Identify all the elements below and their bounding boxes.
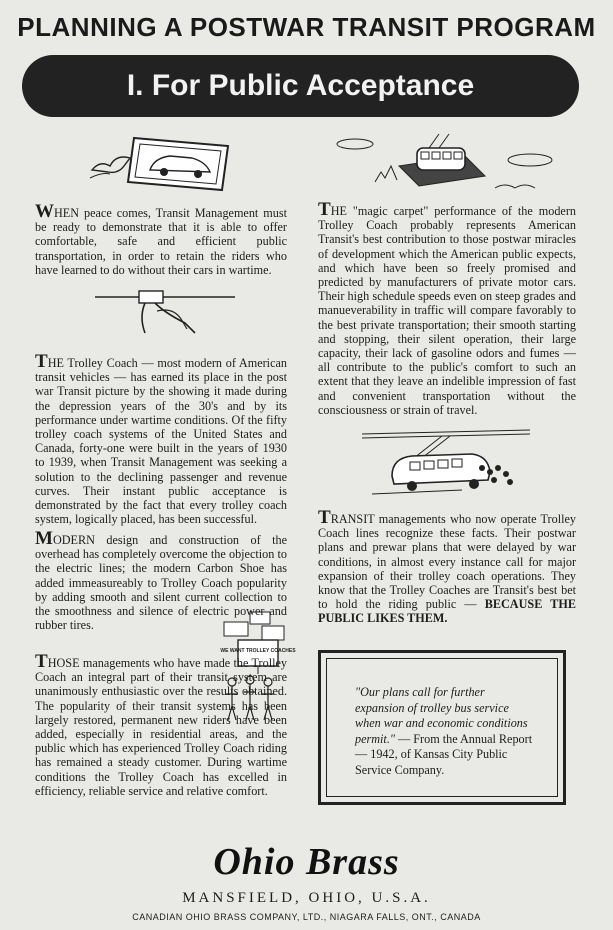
dropcap: T bbox=[35, 651, 48, 672]
quote-inner bbox=[326, 658, 558, 797]
right-column-2 bbox=[318, 507, 576, 626]
dropcap: T bbox=[35, 351, 48, 372]
quote-box bbox=[318, 650, 566, 805]
headline: PLANNING A POSTWAR TRANSIT PROGRAM bbox=[17, 12, 596, 42]
paragraph-text: ODERN design and construction of the overhead has completely overcome the objection to the electric lines; the modern Carbon Shoe has added immeasureably to Trolley Coach popularity by adding smooth and silent current collection to the smoothness and silence of electric power and rubber tires. bbox=[35, 533, 287, 633]
paragraph-text: HE "magic carpet" performance of the modern Trolley Coach probably represents American Transit's best contribution to those postwar miracles of development which the American public expects, and which have been so freely promised and predicted by manufacturers of private motor cars. Their high schedule speeds even on steep grades and manueverability in traffic will compare favorably to the best private transportation; their smooth starting and stopping, their silent operation, their large capacity, their lack of gasoline odors and fumes — all contribute to the public's comfort to such an extent that they leave an indelible impression of fast and convenient transportation without the consciousness or strain of travel. bbox=[318, 204, 576, 417]
right-column bbox=[318, 199, 576, 417]
paragraph-modern-design bbox=[35, 528, 287, 633]
paragraph-magic-carpet bbox=[318, 199, 576, 417]
left-column-3 bbox=[35, 528, 287, 633]
paragraph-text: RANSIT managements who now operate Trolley Coach lines recognize these facts. Their postwar plans and prewar plans that were delayed by war conditions, in almost every instance call for major expansion of their trolley coach operations. They know that the Trolley Coaches are Transit's best bet to hold the riding public — bbox=[318, 512, 576, 612]
paragraph-managements bbox=[35, 651, 287, 798]
paragraph-peace bbox=[35, 201, 287, 277]
dropcap: M bbox=[35, 528, 53, 549]
section-banner: I. For Public Acceptance bbox=[22, 55, 579, 117]
sign-text: WE WANT TROLLEY COACHES bbox=[220, 648, 296, 654]
paragraph-transit-managements bbox=[318, 507, 576, 626]
dropcap: W bbox=[35, 201, 54, 222]
paragraph-trolley-coach bbox=[35, 351, 287, 527]
framed-car-illustration bbox=[88, 132, 238, 194]
quote-text: "Our plans call for further expansion of trolley bus service when war and economic conditions permit." bbox=[355, 685, 528, 746]
paragraph-text: HE Trolley Coach — most modern of American transit vehicles — has earned its place in the post war Transit picture by the showing it made during the depression years of the 30's and by its performance under wartime conditions. Of the fifty trolley coach systems of the United States and Canada, forty-one were built in the years of 1930 to 1939, when Transit Management was seeking a solution to the declining passenger and revenue curves. Their instant public acceptance is demonstrated by the fact that every trolley coach system, logically placed, has been successful. bbox=[35, 356, 287, 527]
company-location: MANSFIELD, OHIO, U.S.A. bbox=[182, 890, 431, 906]
trolley-crowd-illustration bbox=[362, 428, 530, 500]
paragraph-text: HEN peace comes, Transit Management must be ready to demonstrate that it is able to offer comfortable, safe and efficient public transportation, in order to retain the riders who have learned to do without their cars in wartime. bbox=[35, 206, 287, 277]
dropcap: T bbox=[318, 199, 331, 220]
canadian-company-line: CANADIAN OHIO BRASS COMPANY, LTD., NIAGARA FALLS, ONT., CANADA bbox=[132, 912, 481, 922]
left-column-2 bbox=[35, 351, 287, 527]
carbon-shoe-illustration bbox=[95, 287, 235, 339]
ohio-brass-logo: Ohio Brass bbox=[213, 841, 400, 883]
left-column-4 bbox=[35, 651, 287, 798]
trolley-platform-illustration bbox=[335, 132, 560, 194]
dropcap: T bbox=[318, 507, 331, 528]
emphasis-text: BECAUSE THE PUBLIC LIKES THEM. bbox=[318, 597, 576, 626]
paragraph-text: HOSE managements who have made the Trolley Coach an integral part of their transit system are unanimously enthusiastic over the results obtained. The popularity of their transit systems has been largely restored, permanent new riders have been added, especially in residential areas, and the public which has experienced Trolley Coach riding has remained a steady customer. During wartime conditions the Trolley Coach has excelled in efficiency, reliable service and relative comfort. bbox=[35, 656, 287, 798]
left-column bbox=[35, 201, 287, 277]
quote-attribution: — From the Annual Report — 1942, of Kansas City Public Service Company. bbox=[355, 731, 533, 777]
